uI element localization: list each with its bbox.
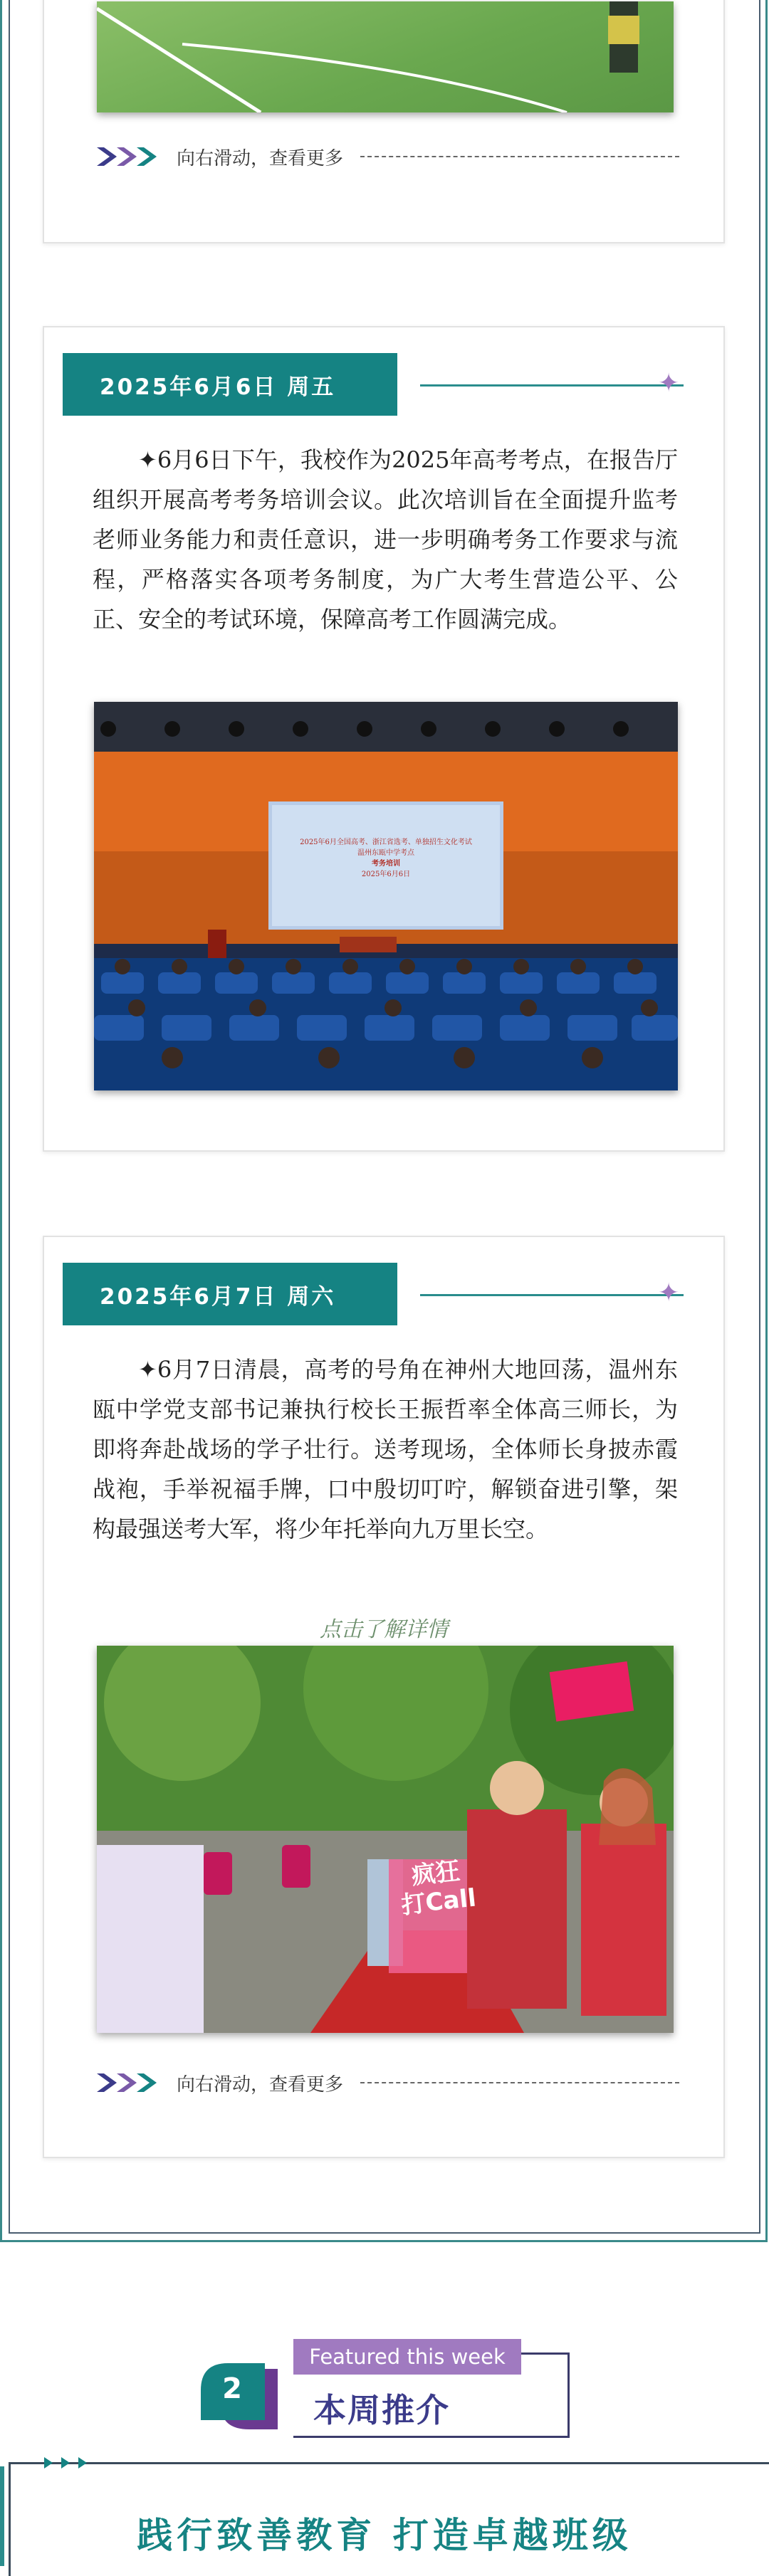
banner-title: 践行致善教育 打造卓越班级 xyxy=(137,2514,632,2556)
screen-line: 2025年6月6日 xyxy=(361,871,411,878)
screen-line: 考务培训 xyxy=(372,860,400,868)
section-number: 2 xyxy=(222,2372,242,2405)
arrows-icon xyxy=(43,2454,100,2471)
sparkle-icon: ✦ xyxy=(658,369,680,398)
cheer-sign xyxy=(392,1855,483,1920)
cheer-sign-line: 打Call xyxy=(399,1883,478,1920)
field-photo[interactable] xyxy=(97,1,674,112)
auditorium-scene-icon xyxy=(94,702,678,1090)
date-tag: 2025年6月6日 周五 xyxy=(63,353,397,416)
swipe-hint-row[interactable] xyxy=(95,2068,679,2097)
section-title: 本周推介 xyxy=(313,2391,450,2429)
chevron-right-icon xyxy=(135,2072,159,2093)
card-send-off xyxy=(43,1236,725,2158)
screen-text xyxy=(276,837,496,880)
field-lines-icon xyxy=(97,1,674,112)
click-for-details-link[interactable]: 点击了解详情 xyxy=(320,1617,448,1642)
card-body-text: ✦6月6日下午，我校作为2025年高考考点，在报告厅组织开展高考考务培训会议。此次培训旨在全面提升监考老师业务能力和责任意识，进一步明确考务工作要求与流程，严格落实各项考务制度，为广大考生营造公平、公正、安全的考试环境，保障高考工作圆满完成。 xyxy=(93,446,678,633)
dashed-divider xyxy=(360,156,679,157)
send-off-scene-icon xyxy=(97,1646,674,2033)
tag-divider xyxy=(420,1294,684,1296)
chevron-right-icon xyxy=(135,146,159,167)
auditorium-photo[interactable] xyxy=(94,702,678,1090)
dashed-divider xyxy=(360,2082,679,2083)
send-off-photo[interactable] xyxy=(97,1646,674,2033)
featured-label: Featured this week xyxy=(293,2339,521,2375)
card-exam-training xyxy=(43,326,725,1152)
date-tag: 2025年6月7日 周六 xyxy=(63,1263,397,1325)
screen-line: 温州东瓯中学考点 xyxy=(357,849,414,857)
swipe-hint-text: 向右滑动，查看更多 xyxy=(177,2073,344,2096)
tag-divider xyxy=(420,384,684,387)
cheer-sign-line: 疯狂 xyxy=(410,1856,461,1891)
swipe-hint-text: 向右滑动，查看更多 xyxy=(177,147,344,169)
card-field-photo xyxy=(43,0,725,243)
card-body-text: ✦6月7日清晨，高考的号角在神州大地回荡，温州东瓯中学党支部书记兼执行校长王振哲率全体高三师长，为即将奔赴战场的学子壮行。送考现场，全体师长身披赤霞战袍，手举祝福手牌，口中殷切叮咛，解锁奋进引擎，架构最强送考大军，将少年托举向九万里长空。 xyxy=(93,1356,678,1542)
swipe-hint-row[interactable] xyxy=(95,142,679,171)
screen-line: 2025年6月全国高考、浙江省选考、单独招生文化考试 xyxy=(300,838,472,846)
sparkle-icon: ✦ xyxy=(658,1278,680,1308)
